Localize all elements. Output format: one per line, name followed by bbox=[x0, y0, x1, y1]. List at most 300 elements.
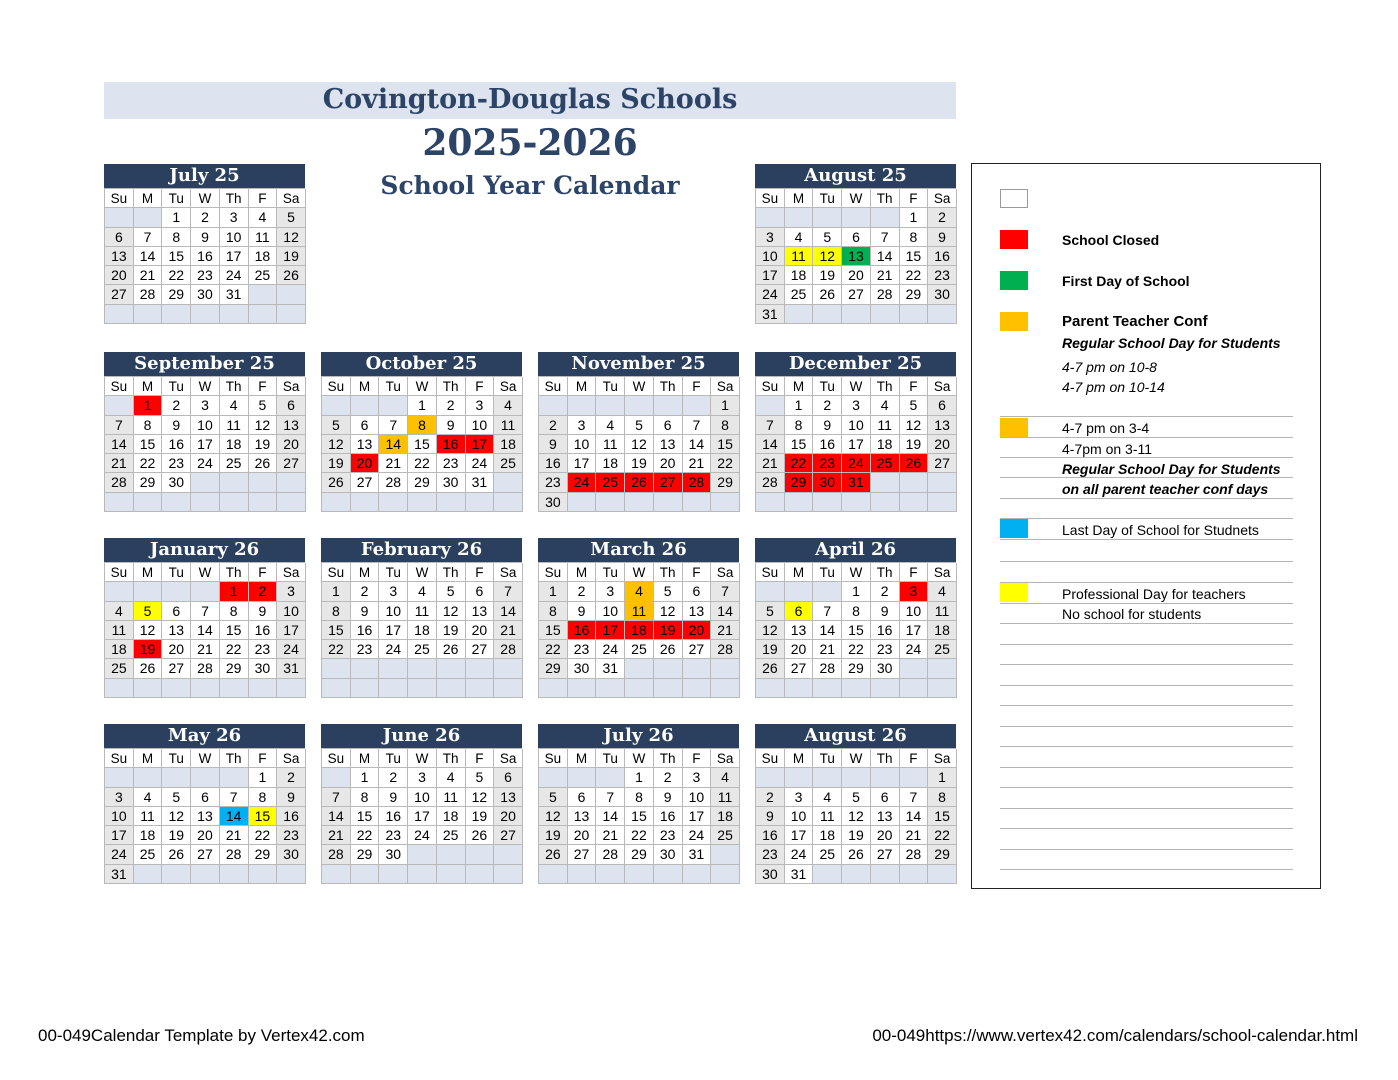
day-cell: 2 bbox=[539, 416, 568, 435]
day-cell: 19 bbox=[322, 454, 351, 473]
weekday-label: F bbox=[249, 189, 278, 208]
day-cell: 21 bbox=[105, 454, 134, 473]
weekday-label: W bbox=[625, 749, 654, 768]
day-cell: 23 bbox=[756, 845, 785, 864]
weekday-label: Th bbox=[220, 563, 249, 582]
empty-cell bbox=[220, 493, 249, 512]
day-cell: 10 bbox=[277, 602, 306, 621]
empty-cell bbox=[900, 659, 929, 678]
legend-divider bbox=[1000, 623, 1293, 624]
day-cell: 1 bbox=[162, 208, 191, 227]
day-cell: 20 bbox=[105, 266, 134, 285]
empty-cell bbox=[162, 493, 191, 512]
weekday-label: M bbox=[568, 563, 597, 582]
day-cell: 13 bbox=[568, 807, 597, 826]
day-cell-closed: 1 bbox=[134, 396, 163, 415]
day-cell: 29 bbox=[711, 473, 740, 492]
day-cell: 11 bbox=[437, 788, 466, 807]
weekday-label: F bbox=[249, 377, 278, 396]
weekday-label: Sa bbox=[494, 563, 523, 582]
day-cell: 11 bbox=[134, 807, 163, 826]
legend-ptc-all-days: on all parent teacher conf days bbox=[1062, 481, 1269, 497]
weekday-label: Tu bbox=[813, 189, 842, 208]
day-cell: 23 bbox=[568, 640, 597, 659]
day-cell: 10 bbox=[105, 807, 134, 826]
day-cell: 16 bbox=[379, 807, 408, 826]
day-cell: 8 bbox=[162, 228, 191, 247]
month-8 bbox=[538, 538, 739, 698]
day-cell: 1 bbox=[625, 768, 654, 787]
day-cell: 14 bbox=[871, 247, 900, 266]
month-grid bbox=[104, 562, 305, 698]
empty-cell bbox=[842, 493, 871, 512]
day-cell: 12 bbox=[322, 435, 351, 454]
weekday-label: Sa bbox=[494, 377, 523, 396]
day-cell: 18 bbox=[596, 454, 625, 473]
day-cell: 11 bbox=[220, 416, 249, 435]
day-cell: 5 bbox=[813, 228, 842, 247]
day-cell-closed: 20 bbox=[683, 621, 712, 640]
day-cell: 4 bbox=[871, 396, 900, 415]
weekday-label: F bbox=[683, 377, 712, 396]
empty-cell bbox=[654, 679, 683, 698]
empty-cell bbox=[928, 679, 957, 698]
empty-cell bbox=[539, 865, 568, 884]
empty-cell bbox=[351, 493, 380, 512]
day-cell: 13 bbox=[162, 621, 191, 640]
empty-cell bbox=[105, 582, 134, 601]
weekday-label: M bbox=[351, 377, 380, 396]
day-cell: 19 bbox=[900, 435, 929, 454]
empty-cell bbox=[249, 865, 278, 884]
weekday-label: Th bbox=[220, 377, 249, 396]
day-cell: 31 bbox=[785, 865, 814, 884]
day-cell: 17 bbox=[568, 454, 597, 473]
day-cell: 8 bbox=[842, 602, 871, 621]
day-cell: 1 bbox=[842, 582, 871, 601]
weekday-label: Tu bbox=[596, 377, 625, 396]
weekday-label: Su bbox=[105, 563, 134, 582]
day-cell: 24 bbox=[900, 640, 929, 659]
empty-cell bbox=[785, 208, 814, 227]
day-cell: 26 bbox=[162, 845, 191, 864]
month-grid bbox=[104, 748, 305, 884]
month-9 bbox=[755, 538, 956, 698]
month-grid bbox=[755, 188, 956, 324]
empty-cell bbox=[351, 396, 380, 415]
calendar-subtitle: School Year Calendar bbox=[380, 171, 680, 200]
day-cell: 15 bbox=[162, 247, 191, 266]
month-grid bbox=[538, 376, 739, 512]
empty-cell bbox=[654, 659, 683, 678]
day-cell: 19 bbox=[539, 826, 568, 845]
day-cell: 15 bbox=[408, 435, 437, 454]
day-cell: 12 bbox=[277, 228, 306, 247]
day-cell: 21 bbox=[871, 266, 900, 285]
empty-cell bbox=[351, 865, 380, 884]
empty-cell bbox=[654, 865, 683, 884]
day-cell: 14 bbox=[322, 807, 351, 826]
month-grid bbox=[755, 562, 956, 698]
school-name: Covington-Douglas Schools bbox=[322, 84, 738, 115]
month-title: April 26 bbox=[755, 538, 956, 562]
empty-cell bbox=[683, 493, 712, 512]
empty-cell bbox=[756, 208, 785, 227]
day-cell: 9 bbox=[379, 788, 408, 807]
day-cell: 31 bbox=[105, 865, 134, 884]
day-cell: 20 bbox=[162, 640, 191, 659]
day-cell: 15 bbox=[351, 807, 380, 826]
day-cell: 1 bbox=[785, 396, 814, 415]
day-cell: 8 bbox=[220, 602, 249, 621]
legend-divider bbox=[1000, 828, 1293, 829]
day-cell: 9 bbox=[813, 416, 842, 435]
empty-cell bbox=[134, 208, 163, 227]
day-cell: 25 bbox=[813, 845, 842, 864]
empty-cell bbox=[105, 305, 134, 324]
day-cell: 25 bbox=[437, 826, 466, 845]
day-cell: 7 bbox=[813, 602, 842, 621]
legend-divider bbox=[1000, 787, 1293, 788]
day-cell: 23 bbox=[437, 454, 466, 473]
day-cell: 5 bbox=[162, 788, 191, 807]
day-cell: 5 bbox=[842, 788, 871, 807]
day-cell: 2 bbox=[437, 396, 466, 415]
empty-cell bbox=[785, 582, 814, 601]
day-cell: 12 bbox=[134, 621, 163, 640]
empty-cell bbox=[437, 493, 466, 512]
day-cell: 29 bbox=[162, 285, 191, 304]
legend-pro-day: Professional Day for teachers bbox=[1062, 586, 1246, 602]
day-cell: 17 bbox=[277, 621, 306, 640]
month-grid bbox=[538, 748, 739, 884]
day-cell: 30 bbox=[249, 659, 278, 678]
day-cell: 12 bbox=[625, 435, 654, 454]
weekday-label: Su bbox=[105, 189, 134, 208]
month-title: December 25 bbox=[755, 352, 956, 376]
day-cell: 1 bbox=[928, 768, 957, 787]
day-cell: 26 bbox=[539, 845, 568, 864]
day-cell: 21 bbox=[191, 640, 220, 659]
day-cell: 12 bbox=[162, 807, 191, 826]
day-cell: 11 bbox=[711, 788, 740, 807]
day-cell-closed: 22 bbox=[785, 454, 814, 473]
day-cell-closed: 1 bbox=[220, 582, 249, 601]
month-title: May 26 bbox=[104, 724, 305, 748]
empty-cell bbox=[813, 208, 842, 227]
day-cell: 24 bbox=[191, 454, 220, 473]
day-cell: 16 bbox=[162, 435, 191, 454]
weekday-label: Th bbox=[871, 563, 900, 582]
day-cell: 19 bbox=[466, 807, 495, 826]
day-cell: 8 bbox=[900, 228, 929, 247]
empty-cell bbox=[191, 305, 220, 324]
day-cell: 29 bbox=[928, 845, 957, 864]
day-cell: 3 bbox=[568, 416, 597, 435]
day-cell: 20 bbox=[494, 807, 523, 826]
empty-cell bbox=[813, 305, 842, 324]
month-grid bbox=[755, 376, 956, 512]
day-cell: 31 bbox=[596, 659, 625, 678]
day-cell: 7 bbox=[711, 582, 740, 601]
day-cell: 26 bbox=[466, 826, 495, 845]
day-cell: 28 bbox=[711, 640, 740, 659]
empty-cell bbox=[134, 493, 163, 512]
day-cell: 19 bbox=[249, 435, 278, 454]
day-cell: 31 bbox=[220, 285, 249, 304]
day-cell: 24 bbox=[683, 826, 712, 845]
weekday-label: Tu bbox=[813, 377, 842, 396]
day-cell: 22 bbox=[711, 454, 740, 473]
day-cell: 5 bbox=[756, 602, 785, 621]
empty-cell bbox=[134, 865, 163, 884]
day-cell: 10 bbox=[785, 807, 814, 826]
day-cell: 11 bbox=[928, 602, 957, 621]
day-cell: 4 bbox=[928, 582, 957, 601]
empty-cell bbox=[437, 845, 466, 864]
empty-cell bbox=[539, 396, 568, 415]
day-cell: 9 bbox=[249, 602, 278, 621]
day-cell: 11 bbox=[871, 416, 900, 435]
weekday-label: F bbox=[900, 189, 929, 208]
empty-cell bbox=[408, 679, 437, 698]
day-cell: 24 bbox=[105, 845, 134, 864]
day-cell: 21 bbox=[683, 454, 712, 473]
empty-cell bbox=[596, 768, 625, 787]
empty-cell bbox=[813, 493, 842, 512]
empty-cell bbox=[596, 679, 625, 698]
day-cell: 24 bbox=[596, 640, 625, 659]
empty-cell bbox=[105, 768, 134, 787]
day-cell: 12 bbox=[756, 621, 785, 640]
day-cell: 6 bbox=[568, 788, 597, 807]
day-cell: 19 bbox=[277, 247, 306, 266]
day-cell: 2 bbox=[351, 582, 380, 601]
day-cell: 25 bbox=[220, 454, 249, 473]
day-cell: 20 bbox=[568, 826, 597, 845]
day-cell: 2 bbox=[379, 768, 408, 787]
day-cell-closed: 19 bbox=[134, 640, 163, 659]
month-grid bbox=[755, 748, 956, 884]
month-title: November 25 bbox=[538, 352, 739, 376]
month-12 bbox=[538, 724, 739, 884]
legend-ptc-regular-2: Regular School Day for Students bbox=[1062, 461, 1281, 477]
day-cell-conf: 8 bbox=[408, 416, 437, 435]
day-cell: 8 bbox=[711, 416, 740, 435]
day-cell: 10 bbox=[408, 788, 437, 807]
day-cell: 17 bbox=[408, 807, 437, 826]
day-cell: 26 bbox=[249, 454, 278, 473]
day-cell: 7 bbox=[105, 416, 134, 435]
day-cell: 29 bbox=[220, 659, 249, 678]
legend-divider bbox=[1000, 767, 1293, 768]
day-cell: 22 bbox=[900, 266, 929, 285]
weekday-label: F bbox=[683, 749, 712, 768]
day-cell: 9 bbox=[162, 416, 191, 435]
weekday-label: Th bbox=[437, 563, 466, 582]
month-grid bbox=[104, 188, 305, 324]
day-cell: 15 bbox=[785, 435, 814, 454]
empty-cell bbox=[625, 493, 654, 512]
day-cell: 9 bbox=[437, 416, 466, 435]
empty-cell bbox=[494, 493, 523, 512]
day-cell-closed: 3 bbox=[900, 582, 929, 601]
weekday-label: Sa bbox=[928, 189, 957, 208]
day-cell: 16 bbox=[277, 807, 306, 826]
day-cell: 7 bbox=[756, 416, 785, 435]
day-cell: 13 bbox=[105, 247, 134, 266]
weekday-label: Sa bbox=[928, 563, 957, 582]
month-3 bbox=[321, 352, 522, 512]
day-cell: 31 bbox=[277, 659, 306, 678]
day-cell: 4 bbox=[437, 768, 466, 787]
legend-divider bbox=[1000, 664, 1293, 665]
day-cell: 13 bbox=[351, 435, 380, 454]
day-cell: 13 bbox=[191, 807, 220, 826]
day-cell: 1 bbox=[322, 582, 351, 601]
weekday-label: Tu bbox=[596, 563, 625, 582]
day-cell: 2 bbox=[162, 396, 191, 415]
day-cell: 8 bbox=[322, 602, 351, 621]
empty-cell bbox=[437, 679, 466, 698]
day-cell: 25 bbox=[105, 659, 134, 678]
weekday-label: F bbox=[249, 749, 278, 768]
empty-cell bbox=[379, 659, 408, 678]
day-cell: 6 bbox=[105, 228, 134, 247]
empty-cell bbox=[249, 679, 278, 698]
day-cell: 30 bbox=[756, 865, 785, 884]
weekday-label: W bbox=[842, 189, 871, 208]
month-1 bbox=[755, 164, 956, 324]
day-cell: 2 bbox=[756, 788, 785, 807]
day-cell: 4 bbox=[220, 396, 249, 415]
empty-cell bbox=[249, 285, 278, 304]
day-cell: 17 bbox=[220, 247, 249, 266]
month-grid bbox=[321, 376, 522, 512]
weekday-label: Tu bbox=[813, 749, 842, 768]
day-cell: 1 bbox=[711, 396, 740, 415]
day-cell: 16 bbox=[539, 454, 568, 473]
weekday-label: Tu bbox=[162, 749, 191, 768]
empty-cell bbox=[625, 865, 654, 884]
day-cell: 9 bbox=[654, 788, 683, 807]
day-cell: 1 bbox=[249, 768, 278, 787]
legend-divider bbox=[1000, 685, 1293, 686]
day-cell: 30 bbox=[654, 845, 683, 864]
day-cell-closed: 16 bbox=[437, 435, 466, 454]
day-cell: 14 bbox=[813, 621, 842, 640]
day-cell: 22 bbox=[162, 266, 191, 285]
empty-cell bbox=[379, 493, 408, 512]
weekday-label: M bbox=[785, 563, 814, 582]
empty-cell bbox=[568, 865, 597, 884]
day-cell: 11 bbox=[105, 621, 134, 640]
empty-cell bbox=[437, 865, 466, 884]
empty-cell bbox=[220, 679, 249, 698]
day-cell: 19 bbox=[625, 454, 654, 473]
empty-cell bbox=[871, 865, 900, 884]
empty-cell bbox=[105, 208, 134, 227]
weekday-label: M bbox=[134, 563, 163, 582]
day-cell: 9 bbox=[568, 602, 597, 621]
weekday-label: Tu bbox=[162, 189, 191, 208]
day-cell: 8 bbox=[249, 788, 278, 807]
day-cell: 17 bbox=[785, 826, 814, 845]
day-cell: 11 bbox=[494, 416, 523, 435]
empty-cell bbox=[568, 768, 597, 787]
month-title: January 26 bbox=[104, 538, 305, 562]
day-cell: 23 bbox=[379, 826, 408, 845]
empty-cell bbox=[842, 768, 871, 787]
day-cell-closed: 18 bbox=[625, 621, 654, 640]
day-cell: 22 bbox=[408, 454, 437, 473]
legend-swatch-pro-day bbox=[1000, 583, 1028, 602]
day-cell: 25 bbox=[249, 266, 278, 285]
day-cell-conf: 11 bbox=[625, 602, 654, 621]
empty-cell bbox=[813, 865, 842, 884]
day-cell: 2 bbox=[191, 208, 220, 227]
day-cell: 18 bbox=[408, 621, 437, 640]
weekday-label: M bbox=[134, 189, 163, 208]
day-cell: 23 bbox=[162, 454, 191, 473]
empty-cell bbox=[134, 679, 163, 698]
day-cell: 20 bbox=[277, 435, 306, 454]
day-cell: 21 bbox=[134, 266, 163, 285]
day-cell: 22 bbox=[134, 454, 163, 473]
day-cell-closed: 17 bbox=[466, 435, 495, 454]
weekday-label: Tu bbox=[162, 377, 191, 396]
empty-cell bbox=[220, 305, 249, 324]
day-cell: 6 bbox=[928, 396, 957, 415]
day-cell: 29 bbox=[408, 473, 437, 492]
empty-cell bbox=[683, 865, 712, 884]
empty-cell bbox=[351, 679, 380, 698]
day-cell: 7 bbox=[596, 788, 625, 807]
empty-cell bbox=[162, 768, 191, 787]
legend-divider bbox=[1000, 437, 1293, 438]
legend-swatch-closed bbox=[1000, 230, 1028, 249]
day-cell: 28 bbox=[322, 845, 351, 864]
weekday-label: Th bbox=[220, 189, 249, 208]
empty-cell bbox=[711, 845, 740, 864]
day-cell-closed: 23 bbox=[813, 454, 842, 473]
empty-cell bbox=[625, 659, 654, 678]
day-cell: 27 bbox=[351, 473, 380, 492]
day-cell: 31 bbox=[756, 305, 785, 324]
day-cell: 13 bbox=[277, 416, 306, 435]
empty-cell bbox=[928, 659, 957, 678]
day-cell: 19 bbox=[842, 826, 871, 845]
day-cell: 25 bbox=[785, 285, 814, 304]
day-cell: 1 bbox=[900, 208, 929, 227]
day-cell: 17 bbox=[379, 621, 408, 640]
legend-ptc-regular: Regular School Day for Students bbox=[1062, 335, 1281, 351]
day-cell: 16 bbox=[813, 435, 842, 454]
day-cell: 10 bbox=[466, 416, 495, 435]
day-cell: 21 bbox=[813, 640, 842, 659]
day-cell: 3 bbox=[277, 582, 306, 601]
day-cell: 22 bbox=[351, 826, 380, 845]
legend-divider bbox=[1000, 746, 1293, 747]
month-grid bbox=[321, 562, 522, 698]
weekday-label: F bbox=[900, 563, 929, 582]
day-cell: 10 bbox=[220, 228, 249, 247]
legend-last-day: Last Day of School for Studnets bbox=[1062, 522, 1259, 538]
legend-divider bbox=[1000, 477, 1293, 478]
legend-ptc-line2: 4-7 pm on 10-14 bbox=[1062, 379, 1165, 395]
empty-cell bbox=[625, 679, 654, 698]
day-cell: 26 bbox=[842, 845, 871, 864]
